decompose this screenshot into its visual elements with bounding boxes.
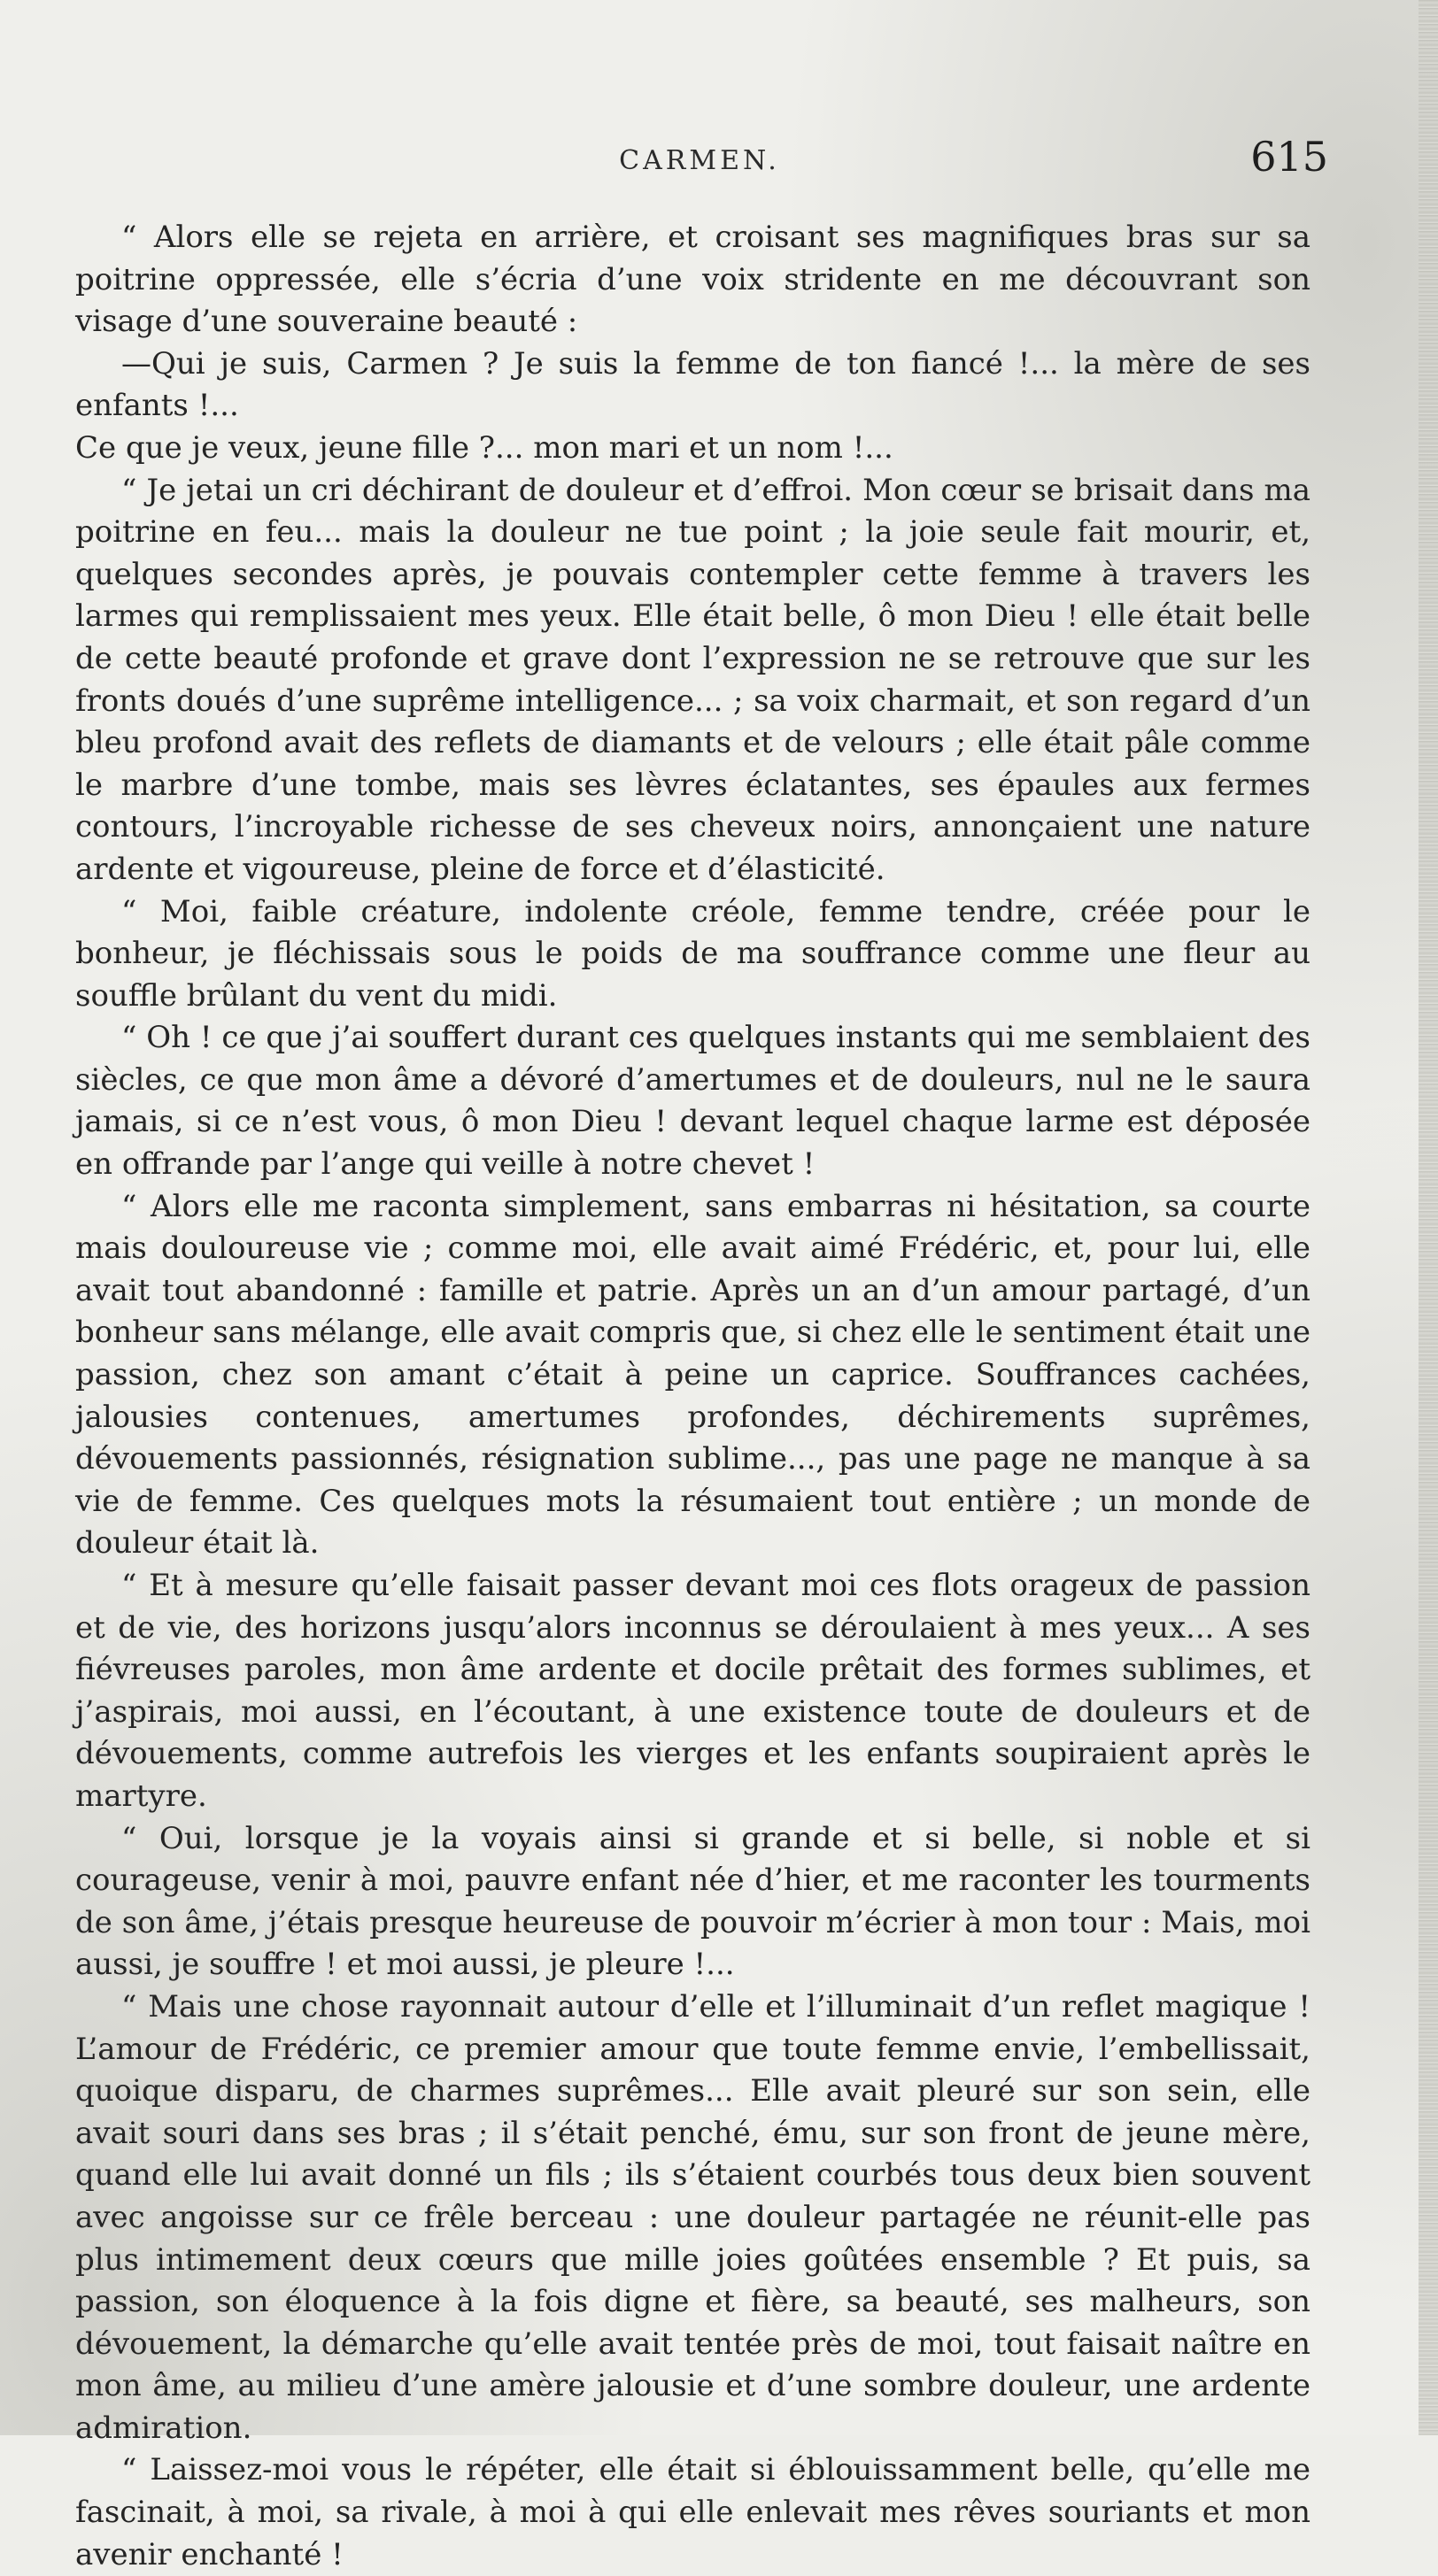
page-header bbox=[71, 133, 1328, 186]
paragraph-1: “ Alors elle se rejeta en arrière, et croisant ses magnifiques bras sur sa poitrine oppressée, elle s’écria d’une voix stridente en me découvrant son visage d’une souveraine beauté : bbox=[75, 220, 1310, 340]
paragraph-7: “ Alors elle me raconta simplement, sans embarras ni hésitation, sa courte mais douloureuse vie ; comme moi, elle avait aimé Frédéric, et, pour lui, elle avait tout abandonné : famille et patrie. Après un an d’un amour partagé, d’un bonheur sans mélange, elle avait compris que, si chez elle le sentiment était une passion, chez son amant c’était à peine un caprice. Souffrances cachées, jalousies contenues, amertumes profondes, déchirements suprêmes, dévouements passionnés, résignation sublime..., pas une page ne manque à sa vie de femme. Ces quelques mots la résumaient tout entière ; un monde de douleur était là. bbox=[75, 1188, 1310, 1562]
paragraph-10: “ Mais une chose rayonnait autour d’elle et l’illuminait d’un reflet magique ! L’amour de Frédéric, ce premier amour que toute femme envie, l’embellissait, quoique disparu, de charmes suprêmes... Elle avait pleuré sur son sein, elle avait souri dans ses bras ; il s’était penché, ému, sur son front de jeune mère, quand elle lui avait donné un fils ; ils s’étaient courbés tous deux bien souvent avec angoisse sur ce frêle berceau : une douleur partagée ne réunit-elle pas plus intimement deux cœurs que mille joies goûtées ensemble ? Et puis, sa passion, son éloquence à la fois digne et fière, sa beauté, ses malheurs, son dévouement, la démarche qu’elle avait tentée près de moi, tout faisait naître en mon âme, au milieu d’une amère jalousie et d’une sombre douleur, une ardente admiration. bbox=[75, 1988, 1310, 2446]
paragraph-6: “ Oh ! ce que j’ai souffert durant ces quelques instants qui me semblaient des siècles, ce que mon âme a dévoré d’amertumes et de douleurs, nul ne le saura jamais, si ce n’est vous, ô mon Dieu ! devant lequel chaque larme est déposée en offrande par l’ange qui veille à notre chevet ! bbox=[75, 1020, 1310, 1183]
body-text bbox=[75, 217, 1310, 2576]
paragraph-8: “ Et à mesure qu’elle faisait passer devant moi ces flots orageux de passion et de vie, des horizons jusqu’alors inconnus se déroulaient à mes yeux... A ses fiévreuses paroles, mon âme ardente et docile prêtait des formes sublimes, et j’aspirais, moi aussi, en l’écoutant, à une existence toute de douleurs et de dévouements, comme autrefois les vierges et les enfants soupiraient après le martyre. bbox=[75, 1568, 1310, 1814]
paragraph-3: Ce que je veux, jeune fille ?... mon mari et un nom !... bbox=[75, 429, 893, 466]
paragraph-2: —Qui je suis, Carmen ? Je suis la femme de ton fiancé !... la mère de ses enfants !... bbox=[75, 345, 1310, 424]
page-number: 615 bbox=[1250, 133, 1328, 181]
paragraph-4: “ Je jetai un cri déchirant de douleur et d’effroi. Mon cœur se brisait dans ma poitrine en feu... mais la douleur ne tue point ; la joie seule fait mourir, et, quelques secondes après, je pouvais contempler cette femme à travers les larmes qui remplissaient mes yeux. Elle était belle, ô mon Dieu ! elle était belle de cette beauté profonde et grave dont l’expression ne se retrouve que sur les fronts doués d’une suprême intelligence... ; sa voix charmait, et son regard d’un bleu profond avait des reflets de diamants et de velours ; elle était pâle comme le marbre d’une tombe, mais ses lèvres éclatantes, ses épaules aux fermes contours, l’incroyable richesse de ses cheveux noirs, annonçaient une nature ardente et vigoureuse, pleine de force et d’élasticité. bbox=[75, 472, 1310, 887]
paragraph-5: “ Moi, faible créature, indolente créole, femme tendre, créée pour le bonheur, je fléchissais sous le poids de ma souffrance comme une fleur au souffle brûlant du vent du midi. bbox=[75, 893, 1310, 1014]
paragraph-11: “ Laissez-moi vous le répéter, elle était si éblouissamment belle, qu’elle me fascinait, à moi, sa rivale, à moi à qui elle enlevait mes rêves souriants et mon avenir enchanté ! bbox=[75, 2452, 1310, 2572]
paragraph-9: “ Oui, lorsque je la voyais ainsi si grande et si belle, si noble et si courageuse, venir à moi, pauvre enfant née d’hier, et me raconter les tourments de son âme, j’étais presque heureuse de pouvoir m’écrier à mon tour : Mais, moi aussi, je souffre ! et moi aussi, je pleure !... bbox=[75, 1820, 1310, 1983]
page-edge-shadow bbox=[1419, 0, 1438, 2435]
running-title: CARMEN. bbox=[619, 145, 780, 176]
